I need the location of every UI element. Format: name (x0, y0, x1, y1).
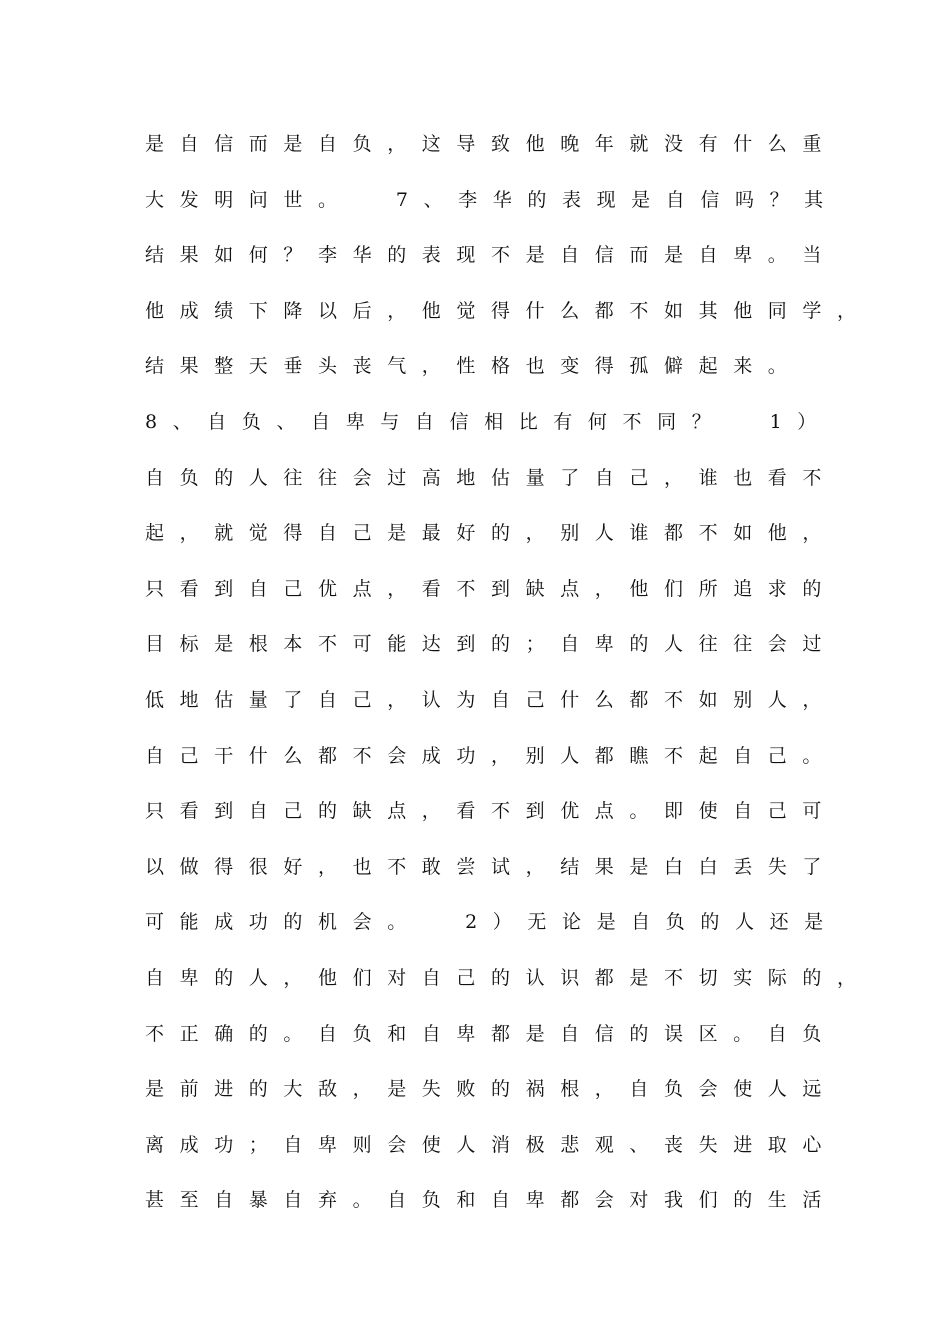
text-line: 自负的人往往会过高地估量了自己，谁也看不 (145, 466, 838, 489)
text-line: 结果如何？李华的表现不是自信而是自卑。当 (145, 244, 838, 267)
text-line: 甚至自暴自弃。自负和自卑都会对我们的生活 (145, 1189, 838, 1212)
text-line: 结果整天垂头丧气，性格也变得孤僻起来。 (145, 355, 803, 378)
text-line: 是自信而是自负，这导致他晚年就没有什么重 (145, 133, 838, 155)
text-line: 是前进的大敌，是失败的祸根，自负会使人远 (145, 1078, 838, 1101)
text-line: 离成功；自卑则会使人消极悲观、丧失进取心 (145, 1133, 838, 1156)
text-line: 只看到自己优点，看不到缺点，他们所追求的 (145, 577, 838, 600)
text-line: 起，就觉得自己是最好的，别人谁都不如他， (145, 522, 838, 545)
text-line: 以做得很好，也不敢尝试，结果是白白丢失了 (145, 855, 838, 878)
text-line: 8、自负、自卑与自信相比有何不同？ 1） (145, 410, 832, 433)
text-line: 自己干什么都不会成功，别人都瞧不起自己。 (145, 744, 838, 767)
text-line: 大发明问世。 7、李华的表现是自信吗？其 (145, 188, 839, 211)
text-line: 只看到自己的缺点，看不到优点。即使自己可 (145, 800, 838, 823)
text-line: 自卑的人，他们对自己的认识都是不切实际的， (145, 966, 872, 989)
text-line: 目标是根本不可能达到的；自卑的人往往会过 (145, 633, 838, 656)
body-text (145, 128, 872, 1240)
text-line: 可能成功的机会。 2）无论是自负的人还是 (145, 911, 839, 934)
text-line: 他成绩下降以后，他觉得什么都不如其他同学， (145, 299, 872, 322)
text-line: 不正确的。自负和自卑都是自信的误区。自负 (145, 1022, 838, 1045)
text-line: 低地估量了自己，认为自己什么都不如别人， (145, 688, 838, 711)
